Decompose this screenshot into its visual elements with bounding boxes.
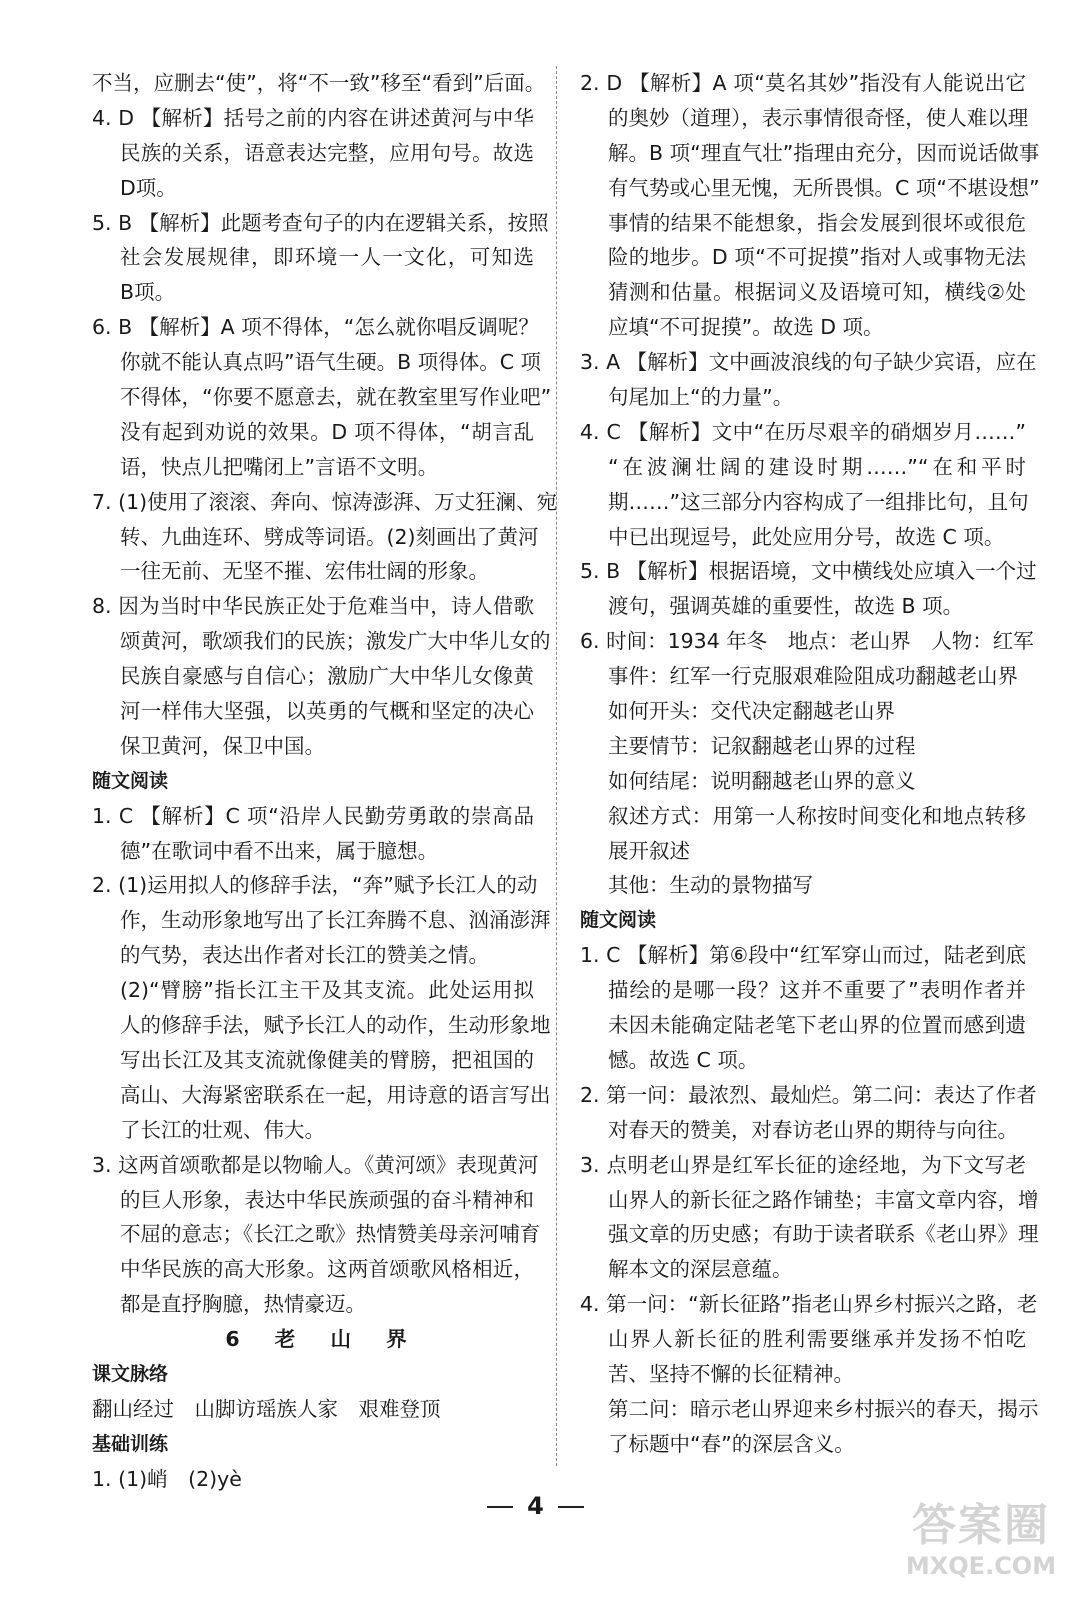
dash-decoration	[558, 1506, 584, 1508]
chapter-title: 6 老 山 界	[225, 1327, 421, 1352]
text-line: 都是直抒胸臆，热情豪迈。	[120, 1292, 366, 1317]
text-line: 的巨人形象，表达中华民族顽强的奋斗精神和	[120, 1187, 534, 1212]
answer-1-line: 1. (1)峭 (2)yè	[92, 1466, 242, 1491]
text-line: 高山、大海紧密联系在一起，用诗意的语言写出	[120, 1082, 551, 1107]
text-line: 不得体，“你要不愿意去，就在教室里写作业吧”	[120, 385, 552, 410]
text-line: 事件：红军一行克服艰难险阻成功翻越老山界	[608, 664, 1018, 689]
answer-6-line: 6. 时间：1934 年冬 地点：老山界 人物：红军	[580, 629, 1034, 654]
text-line: 山界人新长征的胜利需要继承并发扬不怕吃	[608, 1327, 1026, 1352]
text-line: 颂黄河，歌颂我们的民族；激发广大中华儿女的	[120, 629, 551, 654]
text-line: 山界人的新长征之路作铺垫；丰富文章内容，增	[608, 1187, 1039, 1212]
text-line: 中华民族的高大形象。这两首颂歌风格相近，	[120, 1257, 534, 1282]
answer-2-line: 2. (1)运用拟人的修辞手法，“奔”赋予长江人的动	[92, 873, 538, 898]
text-line: 第二问：暗示老山界迎来乡村振兴的春天，揭示	[608, 1396, 1039, 1421]
answer-2-line: 2. D 【解析】A 项“莫名其妙”指没有人能说出它	[580, 71, 1026, 95]
section-heading: 课文脉络	[92, 1362, 169, 1385]
text-line: 期……”这三部分内容构成了一组排比句，且句	[608, 489, 1029, 514]
text-line: 描绘的是哪一段？这并不重要了”表明作者并	[608, 978, 1026, 1003]
page-number-value: 4	[527, 1492, 544, 1520]
text-line: 解。B 项“理直气壮”指理由充分，因而说话做事	[608, 140, 1040, 165]
text-line: 解本文的深层意蕴。	[608, 1257, 793, 1282]
text-line: 了标题中“春”的深层含义。	[608, 1431, 855, 1456]
text-line: 展开叙述	[608, 838, 690, 863]
watermark-text: 答案圈	[912, 1500, 1050, 1551]
text-line: 作，生动形象地写出了长江奔腾不息、汹涌澎湃	[120, 908, 551, 933]
text-line: 没有起到劝说的效果。D 项不得体，“胡言乱	[120, 419, 534, 444]
text-line: 险的地步。D 项“不可捉摸”指对人或事物无法	[608, 245, 1026, 270]
answer-4-line: 4. 第一问：“新长征路”指老山界乡村振兴之路，老	[580, 1292, 1038, 1317]
left-column	[92, 66, 558, 1497]
answer-4-line: 4. D 【解析】括号之前的内容在讲述黄河与中华	[92, 105, 534, 130]
text-line: 猜测和估量。根据词义及语境可知，横线②处	[608, 280, 1026, 305]
text-line: 苦、坚持不懈的长征精神。	[608, 1361, 854, 1386]
answer-5-line: 5. B 【解析】根据语境，文中横线处应填入一个过	[580, 559, 1037, 584]
text-line: 对春天的赞美，对春访老山界的期待与向往。	[608, 1117, 1018, 1142]
text-line: 事情的结果不能想象，指会发展到很坏或很危	[608, 210, 1026, 235]
answer-8-line: 8. 因为当时中华民族正处于危难当中，诗人借歌	[92, 594, 534, 619]
answer-5-line: 5. B 【解析】此题考查句子的内在逻辑关系，按照	[92, 210, 549, 235]
answer-3-line: 3. 点明老山界是红军长征的途经地，为下文写老	[580, 1152, 1026, 1177]
text-line: 渡句，强调英雄的重要性，故选 B 项。	[608, 594, 964, 619]
text-line: D项。	[120, 175, 177, 200]
watermark-logo	[901, 1500, 1061, 1592]
text-line: 人的修辞手法，赋予长江人的动作，生动形象地	[120, 1013, 551, 1038]
text-line: 未因未能确定陆老笔下老山界的位置而感到遗	[608, 1013, 1026, 1038]
text-line: 强文章的历史感；有助于读者联系《老山界》理	[608, 1222, 1039, 1247]
column-divider	[556, 66, 557, 1466]
answer-3-line: 3. 这两首颂歌都是以物喻人。《黄河颂》表现黄河	[92, 1152, 539, 1177]
text-line: 河一样伟大坚强，以英勇的气概和坚定的决心	[120, 699, 534, 724]
text-line: 主要情节：记叙翻越老山界的过程	[608, 733, 916, 758]
text-line: “在波澜壮阔的建设时期……”“在和平时	[608, 454, 1026, 479]
text-line: 语，快点儿把嘴闭上”言语不文明。	[120, 454, 439, 479]
text-line: 翻山经过 山脚访瑶族人家 艰难登顶	[92, 1396, 441, 1421]
text-line: 写出长江及其支流就像健美的臂膀，把祖国的	[120, 1047, 534, 1072]
section-heading: 基础训练	[92, 1432, 169, 1455]
answer-1-line: 1. C 【解析】C 项“沿岸人民勤劳勇敢的崇高品	[92, 803, 534, 828]
text-line: 保卫黄河，保卫中国。	[120, 733, 325, 758]
text-line: 民族的关系，语意表达完整，应用句号。故选	[120, 140, 534, 165]
text-line: 你就不能认真点吗”语气生硬。B 项得体。C 项	[120, 350, 542, 375]
text-line: 社会发展规律，即环境一人一文化，可知选	[120, 245, 534, 270]
text-line: 憾。故选 C 项。	[608, 1047, 759, 1072]
answer-6-line: 6. B 【解析】A 项不得体，“怎么就你唱反调呢？	[92, 315, 539, 340]
text-line: 叙述方式：用第一人称按时间变化和地点转移	[608, 803, 1026, 828]
right-column	[580, 66, 1040, 1462]
answer-2-line: 2. 第一问：最浓烈、最灿烂。第二问：表达了作者	[580, 1082, 1037, 1107]
answer-7-line: 7. (1)使用了滚滚、奔向、惊涛澎湃、万丈狂澜、宛	[92, 489, 558, 514]
text-line: 民族自豪感与自信心；激励广大中华儿女像黄	[120, 664, 534, 689]
text-line: 转、九曲连环、劈成等词语。(2)刻画出了黄河	[120, 524, 539, 549]
answer-3-line: 3. A 【解析】文中画波浪线的句子缺少宾语，应在	[580, 350, 1037, 375]
text-line: 有气势或心里无愧，无所畏惧。C 项“不堪设想”	[608, 175, 1040, 200]
text-line: 不屈的意志；《长江之歌》热情赞美母亲河哺育	[120, 1222, 541, 1247]
section-heading: 随文阅读	[580, 909, 657, 932]
text-line: 其他：生动的景物描写	[608, 873, 813, 898]
text-line: (2)“臂膀”指长江主干及其支流。此处运用拟	[120, 978, 534, 1003]
answer-1-line: 1. C 【解析】第⑥段中“红军穿山而过，陆老到底	[580, 943, 1026, 968]
watermark-url: MXQE.COM	[905, 1552, 1057, 1580]
text-line: 一往无前、无坚不摧、宏伟壮阔的形象。	[120, 559, 489, 584]
dash-decoration	[487, 1506, 513, 1508]
text-line: 的气势，表达出作者对长江的赞美之情。	[120, 943, 489, 968]
text-line: 德”在歌词中看不出来，属于臆想。	[120, 838, 439, 863]
text-line: 中已出现逗号，此处应用分号，故选 C 项。	[608, 524, 1005, 549]
text-line: 的奥妙（道理），表示事情很奇怪，使人难以理	[608, 105, 1029, 130]
text-line: 句尾加上“的力量”。	[608, 385, 794, 410]
text-line: 应填“不可捉摸”。故选 D 项。	[608, 315, 884, 340]
text-line: 了长江的壮观、伟大。	[120, 1117, 325, 1142]
text-line: 如何结尾：说明翻越老山界的意义	[608, 768, 916, 793]
text-line: 如何开头：交代决定翻越老山界	[608, 699, 895, 724]
text-line: B项。	[120, 280, 176, 305]
section-heading: 随文阅读	[92, 769, 169, 792]
text-line: 不当，应删去“使”，将“不一致”移至“看到”后面。	[92, 71, 546, 95]
answer-4-line: 4. C 【解析】文中“在历尽艰辛的硝烟岁月……”	[580, 419, 1026, 444]
